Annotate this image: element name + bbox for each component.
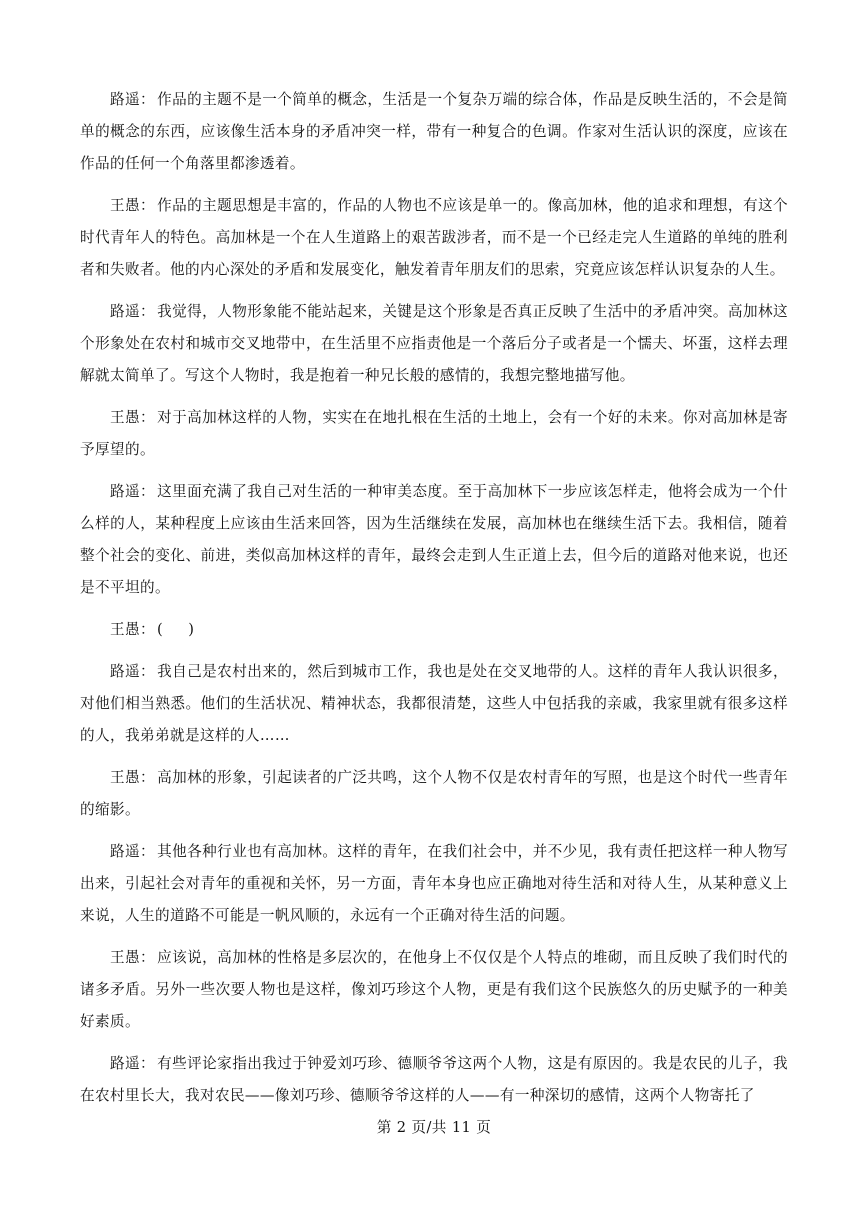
dialogue-paragraph-8	[80, 762, 788, 826]
speaker-name: 王愚	[110, 769, 141, 786]
speaker-colon: ：	[140, 843, 156, 860]
page-number-footer: 第 2 页/共 11 页	[376, 1119, 492, 1136]
paragraph-text: 这里面充满了我自己对生活的一种审美态度。至于高加林下一步应该怎样走，他将会成为一个什么样的人，某种程度上应该由生活来回答，因为生活继续在发展，高加林也在继续生活下去。我相信，随着整个社会的变化、前进，类似高加林这样的青年，最终会走到人生正道上去，但今后的道路对他来说，也还是不平坦的。	[80, 483, 788, 596]
speaker-name: 路遥	[110, 843, 141, 860]
paragraph-text: 作品的主题不是一个简单的概念，生活是一个复杂万端的综合体，作品是反映生活的，不会是简单的概念的东西，应该像生活本身的矛盾冲突一样，带有一种复合的色调。作家对生活认识的深度，应该在作品的任何一个角落里都渗透着。	[80, 91, 788, 172]
speaker-name: 王愚	[110, 197, 141, 214]
dialogue-paragraph-4	[80, 402, 788, 466]
speaker-name: 路遥	[110, 1055, 141, 1072]
speaker-colon: ：	[140, 663, 156, 680]
paragraph-text: 对于高加林这样的人物，实实在在地扎根在生活的土地上，会有一个好的未来。你对高加林是寄予厚望的。	[80, 409, 788, 458]
dialogue-paragraph-9	[80, 836, 788, 932]
speaker-name: 路遥	[110, 663, 141, 680]
speaker-name: 王愚	[110, 621, 140, 638]
speaker-colon: ：	[140, 483, 156, 500]
speaker-name: 王愚	[110, 949, 141, 966]
speaker-name: 路遥	[110, 303, 141, 320]
speaker-colon: ：	[140, 769, 156, 786]
dialogue-body	[80, 84, 788, 1122]
speaker-colon: ：	[140, 949, 156, 966]
paragraph-text: 我自己是农村出来的，然后到城市工作，我也是处在交叉地带的人。这样的青年人我认识很多，对他们相当熟悉。他们的生活状况、精神状态，我都很清楚，这些人中包括我的亲戚，我家里就有很多这样的人，我弟弟就是这样的人……	[80, 663, 788, 744]
speaker-colon: ：	[140, 303, 156, 320]
speaker-colon: ：	[140, 1055, 156, 1072]
paragraph-text: 我觉得，人物形象能不能站起来，关键是这个形象是否真正反映了生活中的矛盾冲突。高加林这个形象处在农村和城市交叉地带中，在生活里不应指责他是一个落后分子或者是一个懦夫、坏蛋，这样去理解就太简单了。写这个人物时，我是抱着一种兄长般的感情的，我想完整地描写他。	[80, 303, 788, 384]
dialogue-paragraph-2	[80, 190, 788, 286]
speaker-colon: ：	[140, 409, 156, 426]
dialogue-paragraph-3	[80, 296, 788, 392]
paragraph-text: 其他各种行业也有高加林。这样的青年，在我们社会中，并不少见，我有责任把这样一种人物写出来，引起社会对青年的重视和关怀，另一方面，青年本身也应正确地对待生活和对待人生，从某种意义上来说，人生的道路不可能是一帆风顺的，永远有一个正确对待生活的问题。	[80, 843, 788, 924]
dialogue-paragraph-6-blank	[80, 614, 788, 646]
dialogue-paragraph-1	[80, 84, 788, 180]
dialogue-paragraph-5	[80, 476, 788, 604]
paragraph-text: 应该说，高加林的性格是多层次的，在他身上不仅仅是个人特点的堆砌，而且反映了我们时代的诸多矛盾。另外一些次要人物也是这样，像刘巧珍这个人物，更是有我们这个民族悠久的历史赋予的一种美好素质。	[80, 949, 788, 1030]
speaker-colon: ：	[140, 197, 156, 214]
paragraph-text: 高加林的形象，引起读者的广泛共鸣，这个人物不仅是农村青年的写照，也是这个时代一些青年的缩影。	[80, 769, 788, 818]
dialogue-paragraph-10	[80, 942, 788, 1038]
speaker-name: 王愚	[110, 409, 141, 426]
paragraph-text: 有些评论家指出我过于钟爱刘巧珍、德顺爷爷这两个人物，这是有原因的。我是农民的儿子，我在农村里长大，我对农民——像刘巧珍、德顺爷爷这样的人——有一种深切的感情，这两个人物寄托了	[80, 1055, 788, 1104]
speaker-name: 路遥	[110, 483, 141, 500]
speaker-colon: ：	[140, 621, 155, 638]
speaker-colon: ：	[140, 91, 156, 108]
paragraph-text: 作品的主题思想是丰富的，作品的人物也不应该是单一的。像高加林，他的追求和理想，有这个时代青年人的特色。高加林是一个在人生道路上的艰苦跋涉者，而不是一个已经走完人生道路的单纯的胜利者和失败者。他的内心深处的矛盾和发展变化，触发着青年朋友们的思索，究竟应该怎样认识复杂的人生。	[80, 197, 788, 278]
dialogue-paragraph-7	[80, 656, 788, 752]
dialogue-paragraph-11	[80, 1048, 788, 1112]
answer-blank: ( )	[157, 621, 195, 638]
speaker-name: 路遥	[110, 91, 141, 108]
